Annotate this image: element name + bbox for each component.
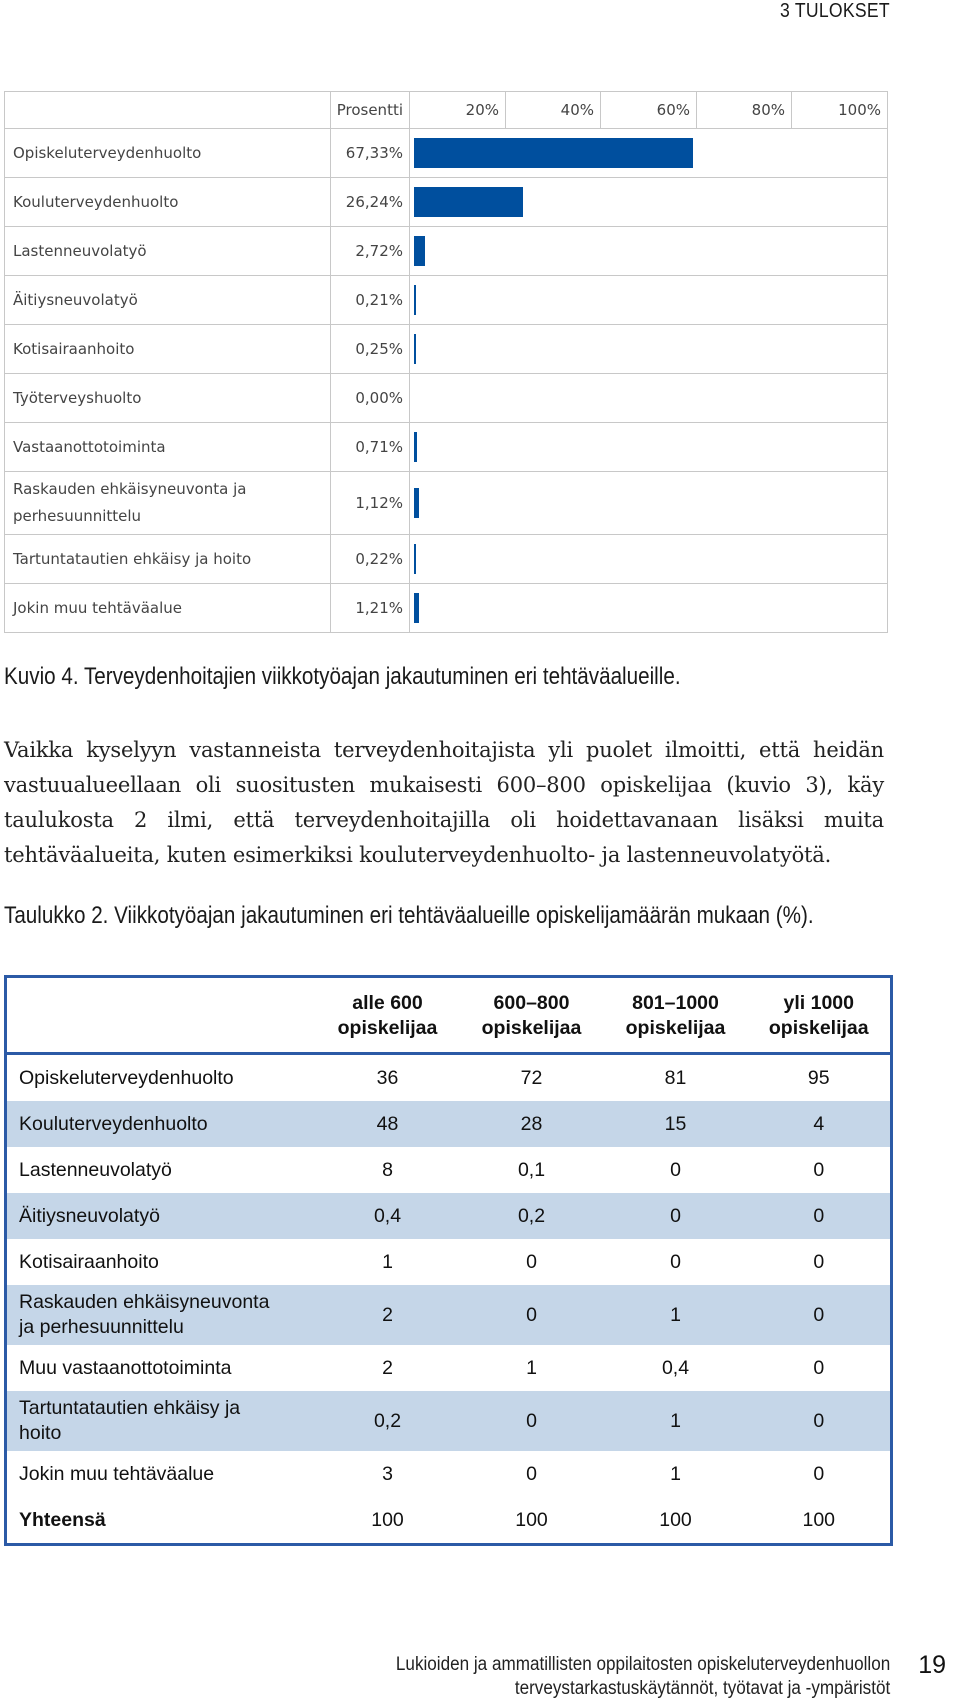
chart-row — [5, 535, 888, 584]
table-cell: 0 — [604, 1193, 748, 1239]
data-label: 0,25% — [331, 325, 410, 374]
bar-cell — [410, 178, 888, 227]
bar-cell — [410, 276, 888, 325]
chart-caption: Kuvio 4. Terveydenhoitajien viikkotyöajan jakautuminen eri tehtäväalueille. — [4, 663, 681, 690]
table-cell: 15 — [604, 1101, 748, 1147]
data-label: 1,12% — [331, 472, 410, 535]
bar-cell — [410, 472, 888, 535]
table-column-header: 600–800 opiskelijaa — [460, 977, 604, 1054]
chart-row — [5, 129, 888, 178]
table-total-row — [6, 1497, 892, 1545]
table-column-header: yli 1000 opiskelijaa — [748, 977, 892, 1054]
category-label: Jokin muu tehtäväalue — [5, 584, 331, 633]
category-label: Äitiysneuvolatyö — [5, 276, 331, 325]
category-label: Kotisairaanhoito — [5, 325, 331, 374]
table-cell: 1 — [382, 1250, 393, 1273]
table-cell: 95 — [807, 1066, 830, 1089]
table-column-header: alle 600 opiskelijaa — [316, 977, 460, 1054]
table-header-blank — [6, 977, 316, 1054]
category-label: Työterveyshuolto — [5, 374, 331, 423]
bar-cell — [410, 423, 888, 472]
total-cell: 100 — [659, 1508, 692, 1531]
table-row — [6, 1345, 892, 1391]
chart-row — [5, 325, 888, 374]
bar — [414, 544, 416, 574]
tick-label: 20% — [410, 92, 506, 129]
table-caption: Taulukko 2. Viikkotyöajan jakautuminen eri tehtäväalueille opiskelijamäärän mukaan (%). — [4, 902, 814, 929]
data-label: 0,00% — [331, 374, 410, 423]
tick-label: 60% — [601, 92, 697, 129]
table-cell: 0 — [813, 1250, 825, 1273]
data-label: 0,21% — [331, 276, 410, 325]
table-cell: 0 — [813, 1462, 825, 1485]
data-label: 0,71% — [331, 423, 410, 472]
category-label: Raskauden ehkäisyneuvonta ja perhesuunnittelu — [5, 472, 331, 535]
row-label: Lastenneuvolatyö — [19, 1158, 172, 1181]
bar — [414, 593, 419, 623]
tick-label: 100% — [792, 92, 888, 129]
row-label: Kouluterveydenhuolto — [6, 1101, 316, 1147]
row-label: Kotisairaanhoito — [19, 1250, 159, 1273]
tick-label: 40% — [506, 92, 601, 129]
row-label: Jokin muu tehtäväalue — [19, 1462, 215, 1485]
bar — [414, 285, 416, 315]
table-cell: 1 — [526, 1356, 537, 1379]
page-footer — [396, 1653, 890, 1701]
table-row — [6, 1101, 892, 1147]
data-label: 67,33% — [331, 129, 410, 178]
category-label: Kouluterveydenhuolto — [5, 178, 331, 227]
table-header-row — [6, 977, 892, 1054]
table-cell: 2 — [316, 1285, 460, 1345]
table-cell: 0 — [748, 1391, 892, 1451]
table-row — [6, 1239, 892, 1285]
bar — [414, 187, 523, 217]
data-label: 0,22% — [331, 535, 410, 584]
bar-cell — [410, 535, 888, 584]
chart-header-blank — [5, 92, 331, 129]
table-column-header: 801–1000 opiskelijaa — [604, 977, 748, 1054]
chart-value-header: Prosentti — [331, 92, 410, 129]
table-row — [6, 1285, 892, 1345]
category-label: Vastaanottotoiminta — [5, 423, 331, 472]
table-cell: 0,4 — [316, 1193, 460, 1239]
table-cell: 0 — [813, 1356, 825, 1379]
table-cell: 0,2 — [460, 1193, 604, 1239]
category-label: Lastenneuvolatyö — [5, 227, 331, 276]
page-number: 19 — [918, 1651, 946, 1679]
table-cell: 0 — [748, 1193, 892, 1239]
category-label: Tartuntatautien ehkäisy ja hoito — [5, 535, 331, 584]
table-cell: 36 — [376, 1066, 399, 1089]
row-label: Muu vastaanottotoiminta — [19, 1356, 232, 1379]
bar — [414, 432, 417, 462]
footer-line: Lukioiden ja ammatillisten oppilaitosten opiskeluterveydenhuollon — [395, 1654, 890, 1675]
table-row — [6, 1147, 892, 1193]
chart-row — [5, 178, 888, 227]
table — [4, 975, 893, 1546]
data-label: 2,72% — [331, 227, 410, 276]
table-cell: 81 — [664, 1066, 687, 1089]
table-cell: 3 — [382, 1462, 393, 1485]
bar-cell — [410, 227, 888, 276]
data-label: 26,24% — [331, 178, 410, 227]
table-cell: 0 — [670, 1158, 681, 1181]
bar — [414, 138, 693, 168]
tick-label: 80% — [697, 92, 792, 129]
table-row — [6, 1193, 892, 1239]
chart-row — [5, 276, 888, 325]
table-cell: 1 — [604, 1285, 748, 1345]
total-cell: 100 — [371, 1508, 404, 1531]
table-cell: 0,4 — [661, 1356, 690, 1379]
row-label: Raskauden ehkäisyneuvonta ja perhesuunnittelu — [6, 1285, 316, 1345]
bar-chart — [4, 91, 887, 639]
table-cell: 0 — [526, 1250, 537, 1273]
chart-table — [4, 91, 888, 633]
table-cell: 0,1 — [517, 1158, 546, 1181]
table-cell: 1 — [670, 1462, 681, 1485]
bar — [414, 334, 416, 364]
table-row — [6, 1451, 892, 1497]
body-paragraph: Vaikka kyselyyn vastanneista terveydenhoitajista yli puolet ilmoitti, että heidän vastuualueellaan oli suositusten mukaisesti 600–800 opiskelijaa (kuvio 3), käy taulukosta 2 ilmi, että terveydenhoitajilla oli hoidettavanaan lisäksi muita tehtäväalueita, kuten esimerkiksi kouluterveydenhuolto- ja lastenneuvolatyötä. — [4, 738, 884, 867]
bar-cell — [410, 325, 888, 374]
chart-row — [5, 374, 888, 423]
data-label: 1,21% — [331, 584, 410, 633]
bar — [414, 236, 425, 266]
bar-cell — [410, 584, 888, 633]
chart-row — [5, 472, 888, 535]
table-cell: 0 — [813, 1158, 825, 1181]
total-cell: 100 — [802, 1508, 836, 1531]
bar-cell — [410, 129, 888, 178]
table-cell: 0 — [526, 1462, 537, 1485]
table-cell: 72 — [520, 1066, 543, 1089]
data-table — [4, 975, 890, 1546]
bar — [414, 488, 419, 518]
table-cell: 0,2 — [316, 1391, 460, 1451]
table-cell: 2 — [382, 1356, 393, 1379]
table-cell: 0 — [748, 1285, 892, 1345]
table-cell: 0 — [670, 1250, 681, 1273]
section-header: 3 TULOKSET — [780, 0, 890, 22]
footer-line: terveystarkastuskäytännöt, työtavat ja -ympäristöt — [514, 1678, 890, 1699]
table-cell: 4 — [748, 1101, 892, 1147]
total-cell: 100 — [515, 1508, 548, 1531]
row-label: Opiskeluterveydenhuolto — [19, 1066, 234, 1089]
table-cell: 0 — [460, 1285, 604, 1345]
table-cell: 8 — [382, 1158, 393, 1181]
table-cell: 0 — [460, 1391, 604, 1451]
row-label: Äitiysneuvolatyö — [6, 1193, 316, 1239]
category-label: Opiskeluterveydenhuolto — [5, 129, 331, 178]
total-label: Yhteensä — [19, 1508, 106, 1531]
table-cell: 28 — [460, 1101, 604, 1147]
row-label: Tartuntatautien ehkäisy ja hoito — [6, 1391, 316, 1451]
table-cell: 48 — [316, 1101, 460, 1147]
chart-row — [5, 227, 888, 276]
chart-row — [5, 423, 888, 472]
table-row — [6, 1391, 892, 1451]
chart-header-row — [5, 92, 888, 129]
chart-row — [5, 584, 888, 633]
table-row — [6, 1054, 892, 1102]
table-cell: 1 — [604, 1391, 748, 1451]
bar-cell — [410, 374, 888, 423]
